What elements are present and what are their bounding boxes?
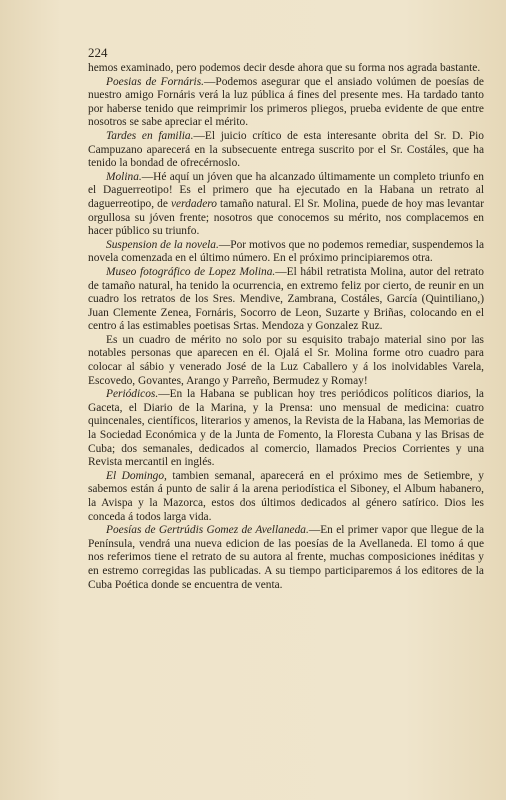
paragraph-text: —Hé aquí un jóven que ha alcanzado últimamente un completo triunfo en el Daguerreotipo! Es el primero que ha ejecutado en la Habana un retrato al daguerreotipo, de — [88, 170, 484, 210]
paragraph-heading: Museo fotográfico de Lopez Molina. — [106, 265, 276, 278]
paragraph-museo-fotografico — [88, 266, 484, 334]
paragraph-text: —El juicio crítico de esta interesante obrita del Sr. D. Pio Campuzano aparecerá en la subsecuente entrega suscrito por el Sr. Costáles, que ha tenido la bondad de ofrecérnoslo. — [88, 129, 484, 170]
paragraph-tardes-familia — [88, 130, 484, 171]
page-number: 224 — [88, 45, 108, 60]
paragraph-heading: Tardes en familia. — [106, 129, 194, 142]
paragraph-text: —Podemos asegurar que el ansiado volúmen de poesías de nuestro amigo Fornáris verá la luz pública á fines del presente mes. Ha tardado tanto por haberse tenido que reimprimir los primeros pliegos, prueba evidente de que entre nosotros se sabe apreciar el mérito. — [88, 75, 484, 129]
paragraph-suspension-novela — [88, 239, 484, 266]
italic-word: verdadero — [171, 197, 217, 210]
paragraph-heading: Poesias de Fornáris. — [106, 75, 205, 88]
paragraph-poesias-avellaneda — [88, 524, 484, 592]
paragraph-text: —En el primer vapor que llegue de la Península, vendrá una nueva edicion de las poesías de la Avellaneda. El tomo á que nos referimos tiene el retrato de su autora al frente, muchas composiciones inéditas y en estremo corregidas las publicadas. A su tiempo participaremos á los editores de la Cuba Poética donde se encuentra de venta. — [88, 524, 485, 591]
paragraph-text: —Por motivos que no podemos remediar, suspendemos la novela comenzada en el último número. En el próximo principiaremos otra. — [88, 238, 485, 265]
paragraph-heading: Periódicos. — [106, 388, 159, 401]
paragraph-text: —El hábil retratista Molina, autor del retrato de tamaño natural, ha tenido la ocurrencia, en extremo feliz por cierto, de reunir en un cuadro los retratos de los Sres. Mendive, Zambrana, Costáles, García (Quintiliano,) Juan Clemente Zenea, Fornáris, Socorro de Leon, Suzarte y Briñas, colocando en el centro á las estimables poetisas Srtas. Mendoza y Gonzalez Ruz. — [88, 265, 484, 333]
paragraph-molina — [88, 171, 484, 239]
paragraph-text: tambien semanal, aparecerá en el próximo mes de Setiembre, y sabemos están á punto de salir á la arena periodística el Siboney, el Album habanero, la Avispa y la Mazorca, estos dos últimos dedicados al género satírico. Dios les conceda á todos larga vida. — [88, 469, 484, 523]
paragraph-text: Es un cuadro de mérito no solo por su esquisito trabajo material sino por las notables personas que aparecen en él. Ojalá el Sr. Molina forme otro cuadro para colocar al sábio y venerado José de la Luz Caballero y á los inolvidables Varela, Escovedo, Govantes, Arango y Parreño, Bermudez y Romay! — [88, 333, 484, 387]
paragraph-text: hemos examinado, pero podemos decir desde ahora que su forma nos agrada bastante. — [88, 62, 481, 74]
paragraph-text: tamaño natural. El Sr. Molina, puede de hoy mas levantar orgullosa su jóven frente; nosotros que conocemos su mérito, nos complacemos en hacer público su triunfo. — [88, 197, 484, 238]
paragraph-cuadro-merito — [88, 334, 484, 388]
paragraph-heading: El Domingo, — [106, 469, 167, 482]
paragraph-heading: Poesías de Gertrúdis Gomez de Avellaneda. — [106, 524, 309, 537]
paragraph-periodicos — [88, 388, 484, 470]
paragraph-el-domingo — [88, 470, 484, 524]
paragraph-continuation — [88, 62, 484, 76]
paragraph-heading: Molina. — [106, 170, 142, 183]
paragraph-heading: Suspension de la novela. — [106, 238, 219, 251]
paragraph-text: —En la Habana se publican hoy tres periódicos políticos diarios, la Gaceta, el Diario de la Marina, y la Prensa: uno mensual de medicina: cuatro quincenales, científicos, literarios y amenos, la Revista de la Habana, las Memorias de la Sociedad Económica y de la Junta de Fomento, la Floresta Cubana y las Brisas de Cuba; dos semanales, dedicados al comercio, llamados Precios Corrientes y una Revista mercantil en inglés. — [88, 388, 484, 469]
paragraph-poesias-fornaris — [88, 76, 484, 130]
